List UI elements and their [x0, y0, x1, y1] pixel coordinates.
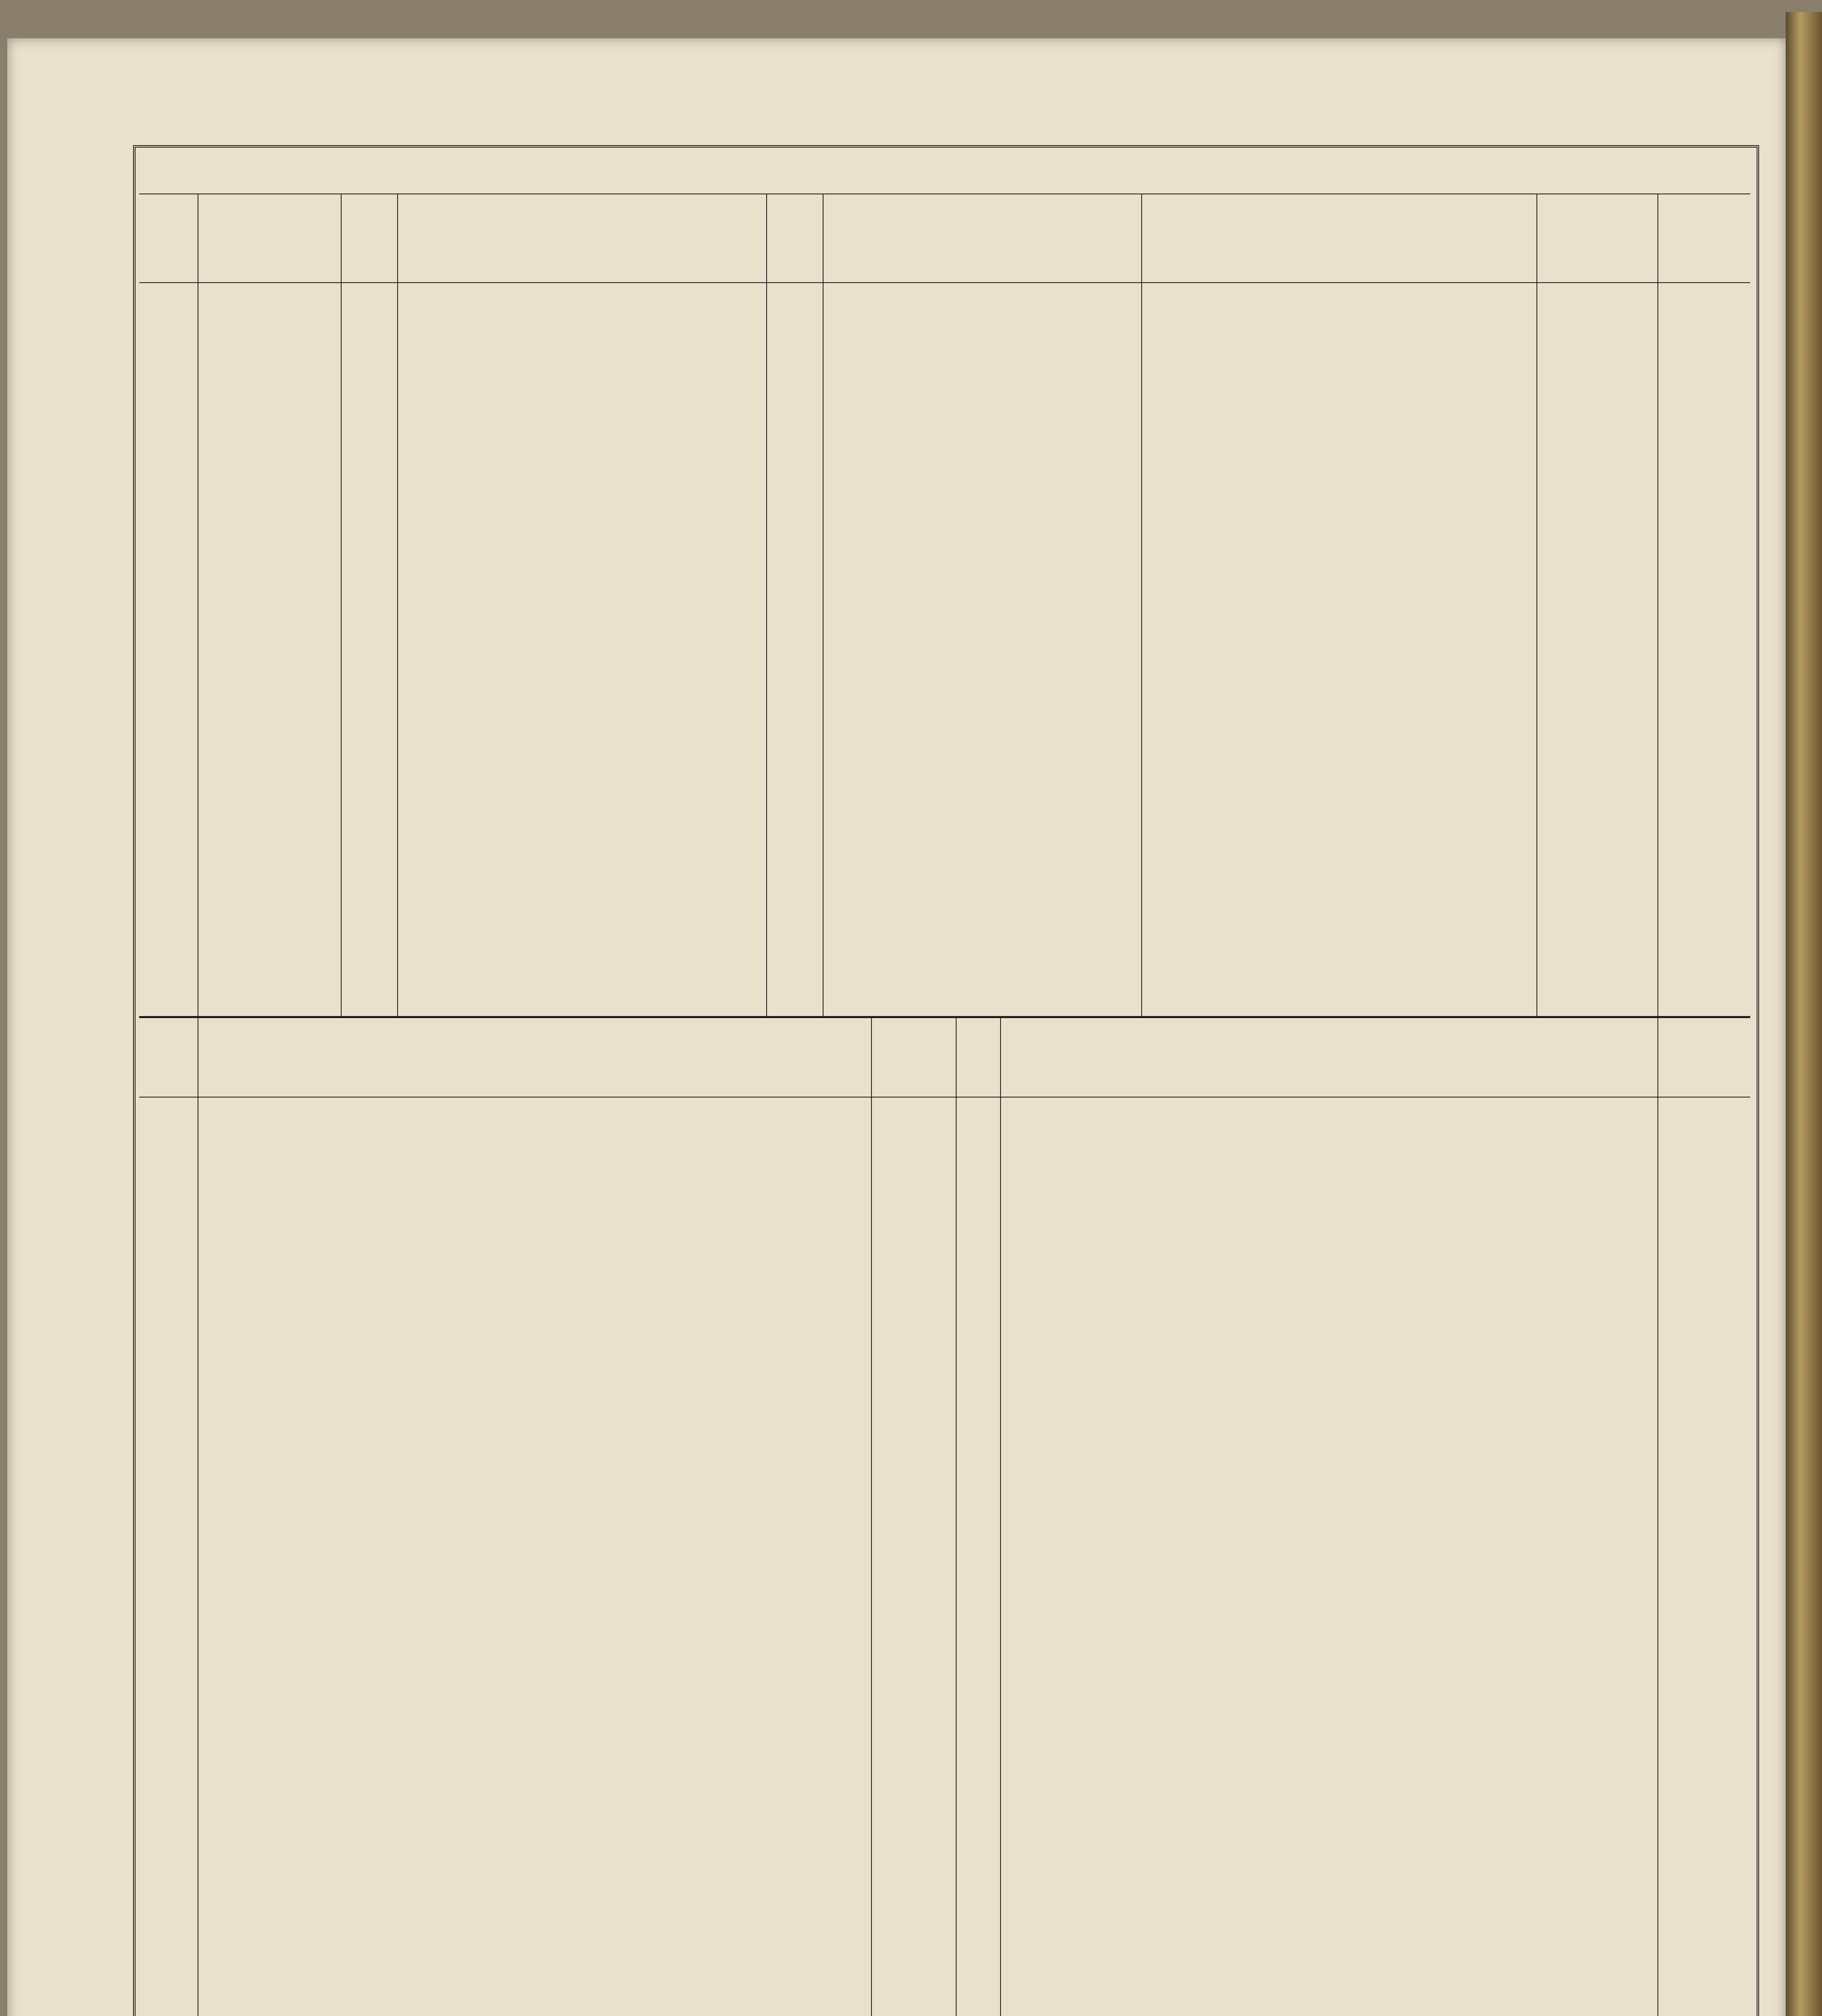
- col-line: [1657, 1018, 1658, 2016]
- bottom-header-rule: [139, 1097, 1750, 1098]
- center-divider: [956, 1018, 957, 2016]
- col-line: [871, 1018, 872, 2016]
- col-line: [1536, 194, 1537, 1016]
- col-line: [397, 194, 398, 1016]
- col-line: [1657, 194, 1658, 1016]
- book-binding-edge: [1786, 12, 1822, 2016]
- col-line: [341, 194, 342, 1016]
- top-table-header-rule: [139, 282, 1750, 283]
- col-line: [1141, 194, 1142, 1016]
- col-line: [1000, 1018, 1001, 2016]
- col-line: [766, 194, 767, 1016]
- page-frame: [133, 145, 1759, 2016]
- section-divider: [139, 1016, 1750, 1018]
